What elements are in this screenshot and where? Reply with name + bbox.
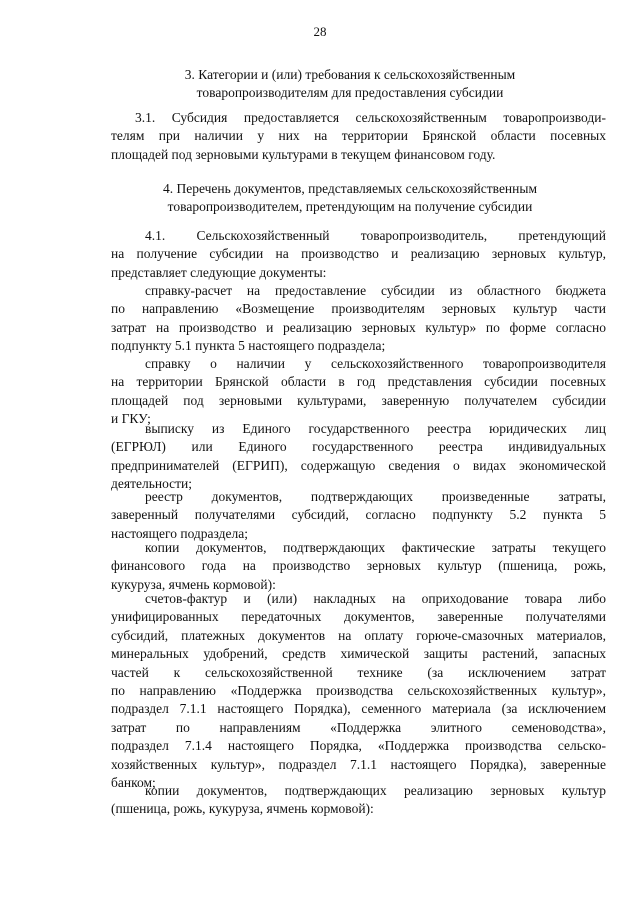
- text-line: выписку из Единого государственного реестра юридических лиц: [145, 421, 606, 436]
- text-line: справку-расчет на предоставление субсидии из областного бюджета: [145, 283, 606, 298]
- list-item: [111, 420, 606, 494]
- text-line: представляет следующие документы:: [111, 264, 327, 280]
- text-line: банком;: [111, 775, 156, 791]
- list-item: [111, 590, 606, 792]
- text-line: на территории Брянской области в год представления субсидии посевных: [111, 374, 606, 390]
- text-line: настоящего подраздела;: [111, 525, 248, 541]
- text-line: финансового года на производство зерновых культур (пшеница, рожь,: [111, 558, 606, 574]
- list-item: [111, 539, 606, 594]
- text-line: справку о наличии у сельскохозяйственного товаропроизводителя: [145, 356, 606, 371]
- heading-line: 4. Перечень документов, представляемых сельскохозяйственным: [163, 181, 537, 196]
- text-line: минеральных удобрений, средств химической защиты растений, запасных: [111, 646, 606, 662]
- text-line: площадей под зерновыми культурами в текущем финансовом году.: [111, 146, 496, 162]
- text-line: телям при наличии у них на территории Брянской области посевных: [111, 128, 606, 144]
- text-line: кукуруза, ячмень кормовой):: [111, 576, 276, 592]
- section-3-heading: [60, 66, 640, 102]
- text-line: подпункту 5.1 пункта 5 настоящего подраздела;: [111, 338, 386, 354]
- text-line: 3.1. Субсидия предоставляется сельскохозяйственным товаропроизводи-: [135, 110, 606, 125]
- heading-line: 3. Категории и (или) требования к сельскохозяйственным: [184, 67, 516, 82]
- heading-line: товаропроизводителям для предоставления субсидии: [196, 85, 504, 100]
- list-item: [111, 282, 606, 356]
- page-number: 28: [313, 24, 327, 39]
- text-line: предпринимателей (ЕГРИП), содержащую сведения о видах экономической: [111, 457, 606, 473]
- list-item: [111, 488, 606, 543]
- text-line: деятельности;: [111, 476, 193, 492]
- text-line: подраздел 7.1.4 настоящего Порядка, «Поддержка производства сельско-: [111, 738, 606, 754]
- text-line: унифицированных передаточных документов, заверенные получателями: [111, 609, 606, 625]
- paragraph-4-1: [111, 227, 606, 282]
- text-line: счетов-фактур и (или) накладных на оприходование товара либо: [145, 591, 606, 606]
- list-item: [111, 782, 606, 819]
- text-line: по направлению «Поддержка производства сельскохозяйственных культур»,: [111, 683, 606, 699]
- text-line: площадей под зерновыми культурами, заверенную получателем субсидии: [111, 392, 606, 408]
- text-line: подраздел 7.1.1 настоящего Порядка), семенного материала (за исключением: [111, 701, 606, 717]
- section-4-heading: [60, 180, 640, 216]
- text-line: затрат по направлениям «Поддержка элитного семеноводства»,: [111, 719, 606, 735]
- text-line: заверенный получателями субсидий, согласно подпункту 5.2 пункта 5: [111, 507, 606, 523]
- text-line: по направлению «Возмещение производителям зерновых культур части: [111, 301, 606, 317]
- text-line: копии документов, подтверждающих фактические затраты текущего: [145, 540, 606, 555]
- text-line: 4.1. Сельскохозяйственный товаропроизводитель, претендующий: [145, 228, 606, 243]
- text-line: затрат на производство и реализацию зерновых культур» по форме согласно: [111, 319, 606, 335]
- text-line: и ГКУ;: [111, 411, 151, 427]
- text-line: (ЕГРЮЛ) или Единого государственного реестра индивидуальных: [111, 439, 606, 455]
- text-line: субсидий, платежных документов на оплату горюче-смазочных материалов,: [111, 627, 606, 643]
- heading-line: товаропроизводителем, претендующим на получение субсидии: [167, 199, 533, 214]
- text-line: хозяйственных культур», подраздел 7.1.1 настоящего Порядка), заверенные: [111, 756, 606, 772]
- text-line: реестр документов, подтверждающих произведенные затраты,: [145, 489, 606, 504]
- text-line: на получение субсидии на производство и реализацию зерновых культур,: [111, 246, 606, 262]
- text-line: частей к сельскохозяйственной технике (за исключением затрат: [111, 664, 606, 680]
- list-item: [111, 355, 606, 429]
- text-line: (пшеница, рожь, кукуруза, ячмень кормовой):: [111, 801, 374, 817]
- text-line: копии документов, подтверждающих реализацию зерновых культур: [145, 783, 606, 798]
- paragraph-3-1: [111, 109, 606, 164]
